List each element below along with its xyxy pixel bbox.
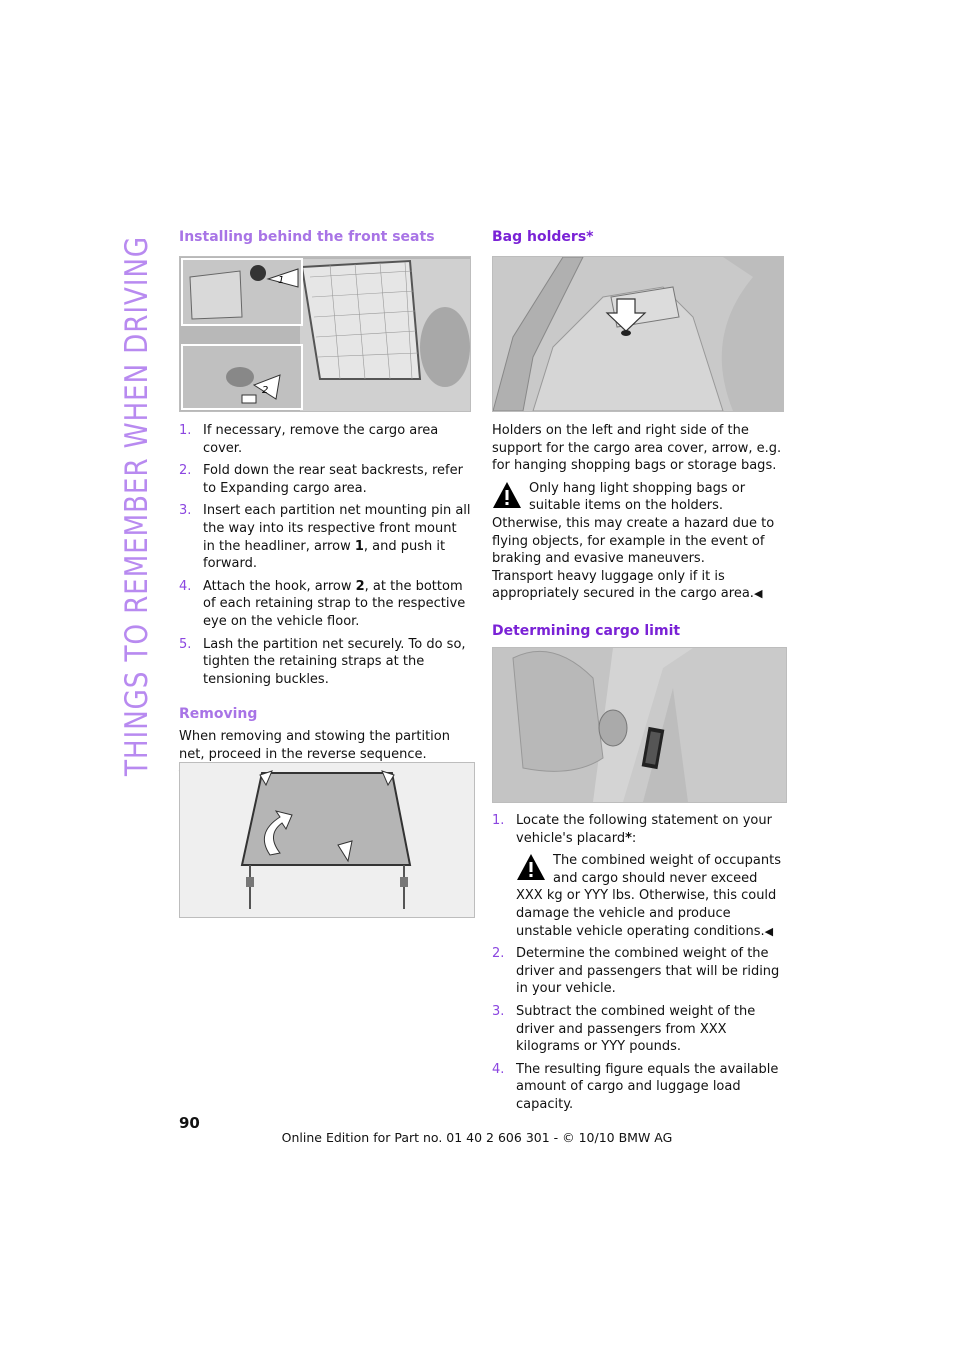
list-item — [179, 636, 471, 689]
list-item — [492, 945, 786, 998]
step-number: 2. — [179, 463, 192, 479]
step-text: Fold down the rear seat backrests, refer to Expanding cargo area. — [203, 463, 463, 496]
list-item — [179, 502, 471, 572]
side-chapter-title-text: Things to remember when driving — [119, 230, 155, 776]
step-text: Locate the following statement on your vehicle's placard — [516, 813, 772, 846]
step-text: The resulting figure equals the available amount of cargo and luggage load capacity. — [516, 1061, 779, 1112]
placard-warning-block — [516, 852, 786, 940]
step-text: Lash the partition net securely. To do so, tighten the retaining straps at the tensioning buckles. — [203, 636, 466, 687]
figure-partition-net-folding — [179, 762, 475, 918]
step-number: 1. — [492, 813, 505, 828]
page-number: 90 — [179, 1114, 200, 1132]
step-text: , and push it forward. — [203, 538, 446, 572]
list-item — [179, 422, 471, 457]
step-number: 3. — [492, 1003, 505, 1019]
warning-text-luggage: Transport heavy luggage only if it is appropriately secured in the cargo area. — [492, 568, 754, 602]
step-text: If necessary, remove the cargo area cover. — [203, 423, 439, 456]
list-item — [179, 578, 471, 631]
step-text: : — [631, 830, 637, 846]
step-text: Determine the combined weight of the driver and passengers that will be riding in your vehicle. — [516, 946, 780, 997]
warning-block — [492, 480, 784, 603]
asterisk: * — [625, 830, 632, 846]
placard-warning-text: The combined weight of occupants and cargo should never exceed XXX kg or YYY lbs. Otherwise, this could damage the vehicle and produce unstable vehicle operating conditions. — [516, 853, 782, 939]
right-column — [492, 229, 786, 247]
left-column — [179, 229, 474, 247]
bag-holders-text — [492, 422, 784, 641]
list-item — [179, 462, 471, 497]
bag-holders-intro: Holders on the left and right side of the support for the cargo area cover, arrow, e.g. for hanging shopping bags or storage bags. — [492, 423, 782, 474]
step-text: Insert each partition net mounting pin all the way into its respective front mount in the headliner, arrow — [203, 503, 471, 554]
step-text: Subtract the combined weight of the driver and passengers from XXX kilograms or YYY pounds. — [516, 1003, 756, 1055]
figure-partition-net-installation — [179, 256, 471, 412]
section-heading-installing: Installing behind the front seats — [179, 229, 435, 245]
figure-label-1: 1 — [278, 275, 285, 286]
step-number: 4. — [179, 578, 192, 594]
step-number: 4. — [492, 1061, 505, 1077]
step-number: 3. — [179, 503, 192, 519]
end-mark-icon: ◀ — [764, 924, 774, 938]
figure-bag-holder — [492, 256, 784, 412]
removing-paragraph: When removing and stowing the partition net, proceed in the reverse sequence. — [179, 728, 450, 762]
figure-label-2: 2 — [262, 385, 269, 396]
step-text: Attach the hook, arrow — [203, 578, 356, 594]
step-number: 1. — [179, 423, 192, 438]
installing-steps — [179, 422, 471, 808]
section-heading-removing: Removing — [179, 706, 258, 723]
side-chapter-title — [111, 230, 157, 780]
list-item — [492, 812, 786, 940]
cargo-limit-steps — [492, 812, 786, 1119]
warning-triangle-icon — [492, 480, 522, 510]
footer-edition-text: Online Edition for Part no. 01 40 2 606 301 - © 10/10 BMW AG — [281, 1130, 673, 1145]
section-heading-bag-holders: Bag holders* — [492, 229, 594, 245]
warning-text: Only hang light shopping bags or suitable items on the holders. Otherwise, this may create a hazard due to flying objects, for example in the event of braking and evasive maneuvers. — [492, 480, 775, 567]
section-heading-cargo-limit: Determining cargo limit — [492, 622, 681, 639]
step-number: 2. — [492, 946, 505, 962]
arrow-number: 1 — [354, 538, 364, 554]
arrow-number: 2 — [355, 578, 365, 594]
step-text: , at the bottom of each retaining strap to the respective eye on the vehicle floor. — [203, 578, 466, 629]
end-mark-icon: ◀ — [753, 587, 763, 601]
list-item — [492, 1003, 786, 1056]
figure-placard-location — [492, 647, 787, 803]
list-item — [492, 1061, 786, 1114]
step-number: 5. — [179, 636, 192, 652]
warning-triangle-icon — [516, 852, 546, 882]
